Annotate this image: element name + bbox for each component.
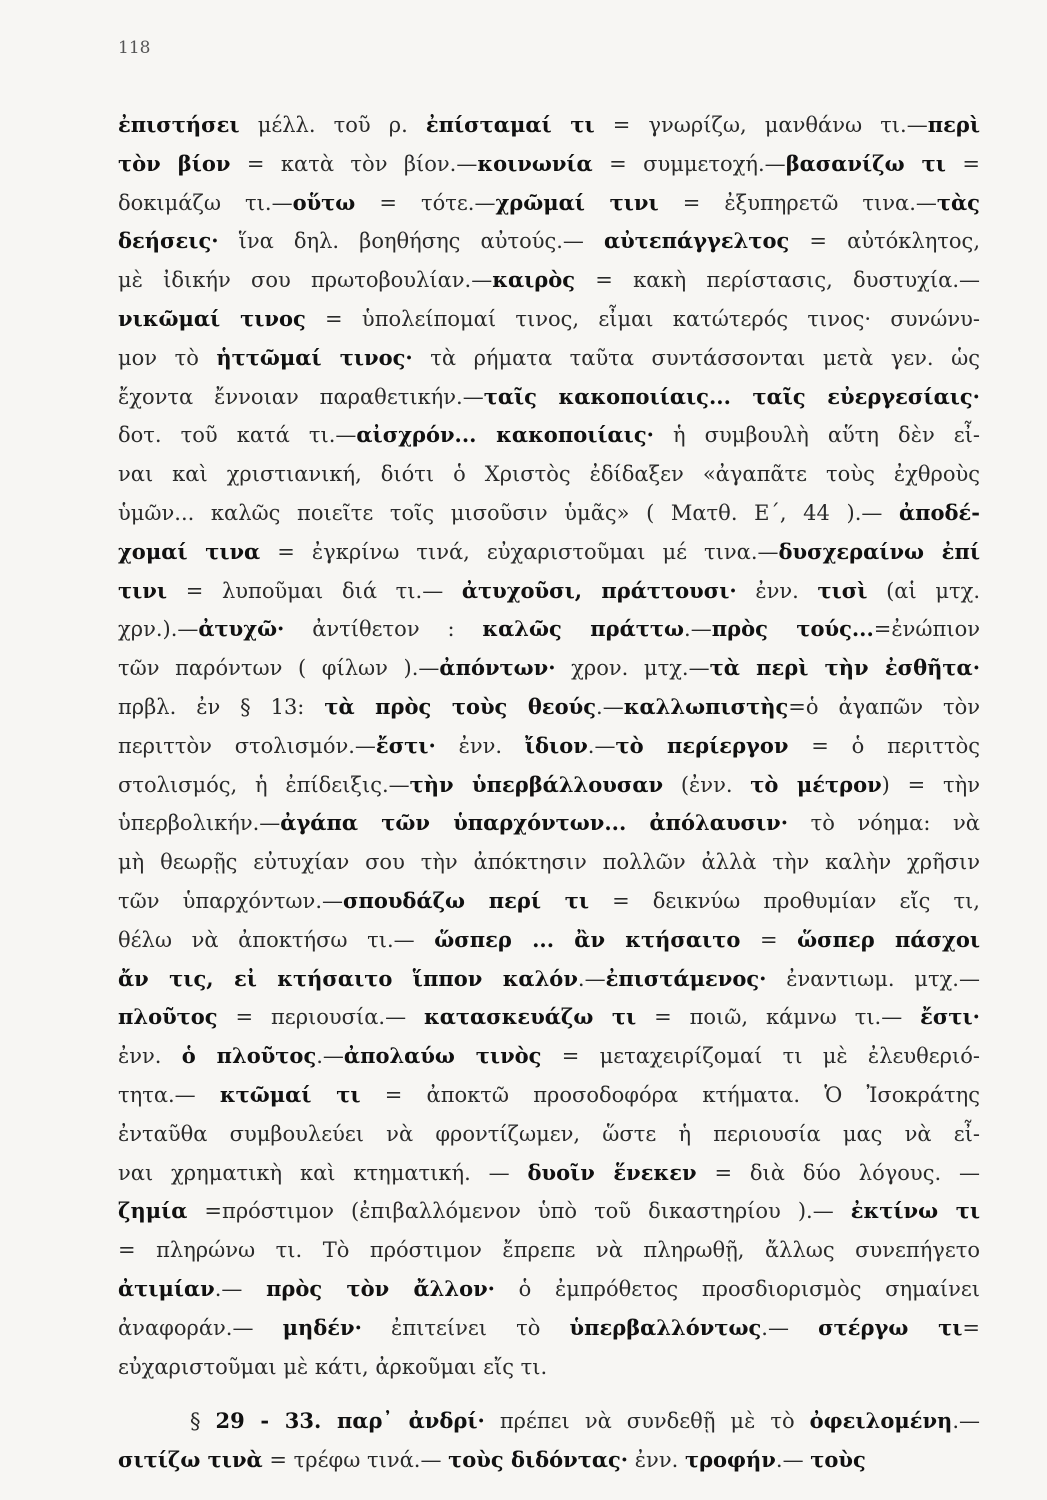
lemma-term: χομαί τινα — [118, 538, 261, 564]
lemma-term: μηδέν· — [282, 1314, 362, 1340]
text-line — [118, 145, 980, 184]
lemma-term: δεήσεις· — [118, 228, 219, 254]
lemma-term: ἴδιον — [524, 732, 588, 758]
gloss-text: = συμμετοχή.— — [592, 151, 786, 176]
lemma-term: καλῶς πράττω — [482, 616, 685, 642]
gloss-text: μὲ ἰδικήν σου πρωτοβουλίαν.— — [118, 268, 493, 293]
lemma-term: κτῶμαί τι — [219, 1081, 361, 1107]
gloss-text: = ἐξυπηρετῶ τινα.— — [658, 190, 937, 215]
text-line — [118, 455, 980, 494]
text-line — [118, 1037, 980, 1076]
lemma-term: αὐτεπάγγελτος — [604, 228, 790, 254]
gloss-text: = ὁ περιττὸς — [788, 733, 980, 758]
gloss-text: εὐχαριστοῦμαι μὲ κάτι, ἀρκοῦμαι εἴς τι. — [118, 1354, 548, 1379]
lemma-term: ἄν τις, εἰ κτήσαιτο ἵππον καλόν — [118, 965, 578, 991]
text-line — [118, 1154, 980, 1193]
lemma-term: ταῖς κακοποιίαις... ταῖς εὐεργεσίαις· — [483, 383, 980, 409]
lemma-term: ἀπόντων· — [439, 655, 556, 681]
gloss-text: ἔχοντα ἔννοιαν παραθετικήν.— — [118, 384, 484, 409]
text-line — [118, 1348, 980, 1387]
lemma-term: τὰ πρὸς τοὺς θεούς — [324, 693, 597, 719]
lemma-term: πλοῦτος — [118, 1004, 218, 1030]
lemma-term: ἀγάπα τῶν ὑπαρχόντων... ἀπόλαυσιν· — [280, 810, 789, 836]
text-line — [118, 1076, 980, 1115]
gloss-text: ἡ συμβουλὴ αὕτη δὲν εἶ- — [653, 423, 980, 448]
text-line — [118, 300, 980, 339]
lemma-term: οὕτω — [292, 189, 356, 215]
lemma-term: ἐπίσταμαί τι — [425, 112, 595, 137]
gloss-text: = λυποῦμαι διά τι.— — [167, 578, 462, 603]
gloss-text: = διὰ δύο λόγους. — — [696, 1160, 980, 1185]
gloss-text: ναι χρηματικὴ καὶ κτηματική. — — [118, 1160, 528, 1185]
gloss-text: .— — [761, 1315, 819, 1340]
text-line — [118, 960, 980, 999]
lemma-term: τὴν ὑπερβάλλουσαν — [409, 771, 664, 797]
gloss-text: .— — [775, 1448, 811, 1473]
text-line — [118, 688, 980, 727]
lemma-term: σιτίζω τινὰ — [118, 1447, 263, 1473]
gloss-text: = ποιῶ, κάμνω τι.— — [636, 1005, 921, 1030]
gloss-text: ἵνα δηλ. βοηθήσης αὐτούς.— — [218, 229, 605, 254]
gloss-text: = γνωρίζω, μανθάνω τι.— — [594, 113, 928, 137]
text-line — [118, 416, 980, 455]
lemma-term: ὀφειλομένη — [809, 1408, 953, 1434]
text-line — [118, 1309, 980, 1348]
text-line — [118, 106, 980, 145]
text-line — [118, 339, 980, 378]
lemma-term: ὁ πλοῦτος — [181, 1043, 317, 1069]
gloss-text: (αἱ μτχ. — [867, 578, 980, 603]
gloss-text: = — [962, 1315, 980, 1340]
gloss-text: ἐνν. — [118, 1044, 182, 1069]
lemma-term: τὰς — [936, 189, 980, 215]
lemma-term: ἀτυχῶ· — [198, 616, 285, 642]
paragraph-gap — [118, 1386, 980, 1402]
gloss-text: = τότε.— — [355, 190, 496, 215]
text-line — [118, 378, 980, 417]
gloss-text: περιττὸν στολισμόν.— — [118, 733, 376, 758]
text-line — [118, 649, 980, 688]
lemma-term: αἰσχρόν... κακοποιίαις· — [356, 422, 654, 448]
lemma-term: τὰ περὶ τὴν ἐσθῆτα· — [709, 655, 980, 681]
text-line — [118, 261, 980, 300]
gloss-text: § — [190, 1409, 216, 1434]
lemma-term: ζημία — [118, 1198, 188, 1224]
gloss-text: = κακὴ περίστασις, δυστυχία.— — [575, 268, 980, 293]
lemma-term: κατασκευάζω τι — [424, 1004, 637, 1030]
text-line — [118, 184, 980, 223]
text-line — [118, 1270, 980, 1309]
text-line — [118, 494, 980, 533]
lemma-term: ἔστι· — [375, 732, 436, 758]
gloss-text: τῶν παρόντων ( φίλων ).— — [118, 656, 440, 681]
gloss-text: = ἀποκτῶ προσοδοφόρα κτήματα. Ὁ Ἰσοκράτης — [360, 1082, 980, 1107]
gloss-text: = περιουσία.— — [217, 1005, 425, 1030]
gloss-text: ) = τὴν — [881, 772, 980, 797]
lemma-term: καιρὸς — [492, 267, 576, 293]
gloss-text: ἐνταῦθα συμβουλεύει νὰ φροντίζωμεν, ὥστε ἡ περιουσία μας νὰ εἶ- — [118, 1121, 980, 1146]
lemma-term: πρὸς τούς... — [711, 616, 874, 642]
gloss-text: μὴ θεωρῇς εὐτυχίαν σου τὴν ἀπόκτησιν πολλῶν ἀλλὰ τὴν καλὴν χρῆσιν — [118, 850, 980, 875]
lemma-term: δυοῖν ἕνεκεν — [527, 1159, 697, 1185]
text-line — [118, 804, 980, 843]
gloss-text: =ὁ ἀγαπῶν τὸν — [788, 694, 980, 719]
text-line — [118, 610, 980, 649]
gloss-text: ὑπερβολικήν.— — [118, 811, 281, 836]
lemma-term: ἀπολαύω τινὸς — [343, 1043, 542, 1069]
lemma-term: τισὶ — [817, 577, 868, 603]
text-line — [118, 533, 980, 572]
gloss-text: = — [740, 927, 798, 952]
gloss-text: = κατὰ τὸν βίον.— — [230, 151, 478, 176]
lemma-term: τὸ μέτρον — [750, 771, 882, 797]
gloss-text: ὑμῶν... καλῶς ποιεῖτε τοῖς μισοῦσιν ὑμᾶς» ( Ματθ. Ε΄, 44 ).— — [118, 500, 899, 525]
gloss-text: ναι καὶ χριστιανική, διότι ὁ Χριστὸς ἐδίδαξεν «ἀγαπᾶτε τοὺς ἐχθροὺς — [118, 462, 980, 487]
page-number: 118 — [118, 38, 151, 58]
gloss-text: θέλω νὰ ἀποκτήσω τι.— — [118, 927, 435, 952]
lemma-term: περὶ — [927, 112, 980, 137]
gloss-text: ἀντίθετον : — [284, 617, 483, 642]
gloss-text: ἐνν. — [435, 733, 525, 758]
gloss-text: τὰ ρήματα ταῦτα συντάσσονται μετὰ γεν. ὡς — [412, 345, 980, 370]
gloss-text: .— — [587, 733, 616, 758]
text-line — [118, 921, 980, 960]
lemma-term: ἐκτίνω τι — [850, 1198, 980, 1224]
gloss-text: χρον. μτχ.— — [555, 656, 710, 681]
text-line — [118, 998, 980, 1037]
gloss-text: = — [945, 151, 980, 176]
lemma-term: ἐπιστήσει — [118, 112, 240, 137]
gloss-text: χρν.).— — [118, 617, 199, 642]
gloss-text: = αὐτόκλητος, — [789, 229, 980, 254]
lemma-term: κοινωνία — [477, 150, 593, 176]
gloss-text: = τρέφω τινά.— — [262, 1448, 449, 1473]
gloss-text: = μεταχειρίζομαί τι μὲ ἐλευθεριό- — [541, 1044, 980, 1069]
gloss-text: ἐνν. — [736, 578, 818, 603]
text-line — [118, 1115, 980, 1154]
lemma-term: πρὸς τὸν ἄλλον· — [266, 1275, 495, 1301]
lemma-term: τὸ περίεργον — [615, 732, 789, 758]
gloss-text: .— — [577, 966, 606, 991]
gloss-text: .— — [684, 617, 712, 642]
gloss-text: τητα.— — [118, 1082, 220, 1107]
gloss-text: (ἐνν. — [663, 772, 751, 797]
text-line — [118, 1402, 980, 1441]
text-line — [118, 1441, 980, 1480]
text-line — [118, 222, 980, 261]
gloss-text: τῶν ὑπαρχόντων.— — [118, 888, 343, 913]
lemma-term: ἡττῶμαί τινος· — [216, 344, 413, 370]
gloss-text: ἐνν. — [628, 1448, 685, 1473]
lemma-term: ἀτυχοῦσι, πράττουσι· — [461, 577, 737, 603]
gloss-text: =πρόστιμον (ἐπιβαλλόμενον ὑπὸ τοῦ δικαστηρίου ).— — [187, 1199, 851, 1224]
lemma-term: καλλωπιστὴς — [623, 693, 789, 719]
gloss-text: πρέπει νὰ συνδεθῇ μὲ τὸ — [484, 1409, 810, 1434]
gloss-text: ἐναντιωμ. μτχ.— — [766, 966, 980, 991]
gloss-text: δοτ. τοῦ κατά τι.— — [118, 423, 357, 448]
text-line — [118, 882, 980, 921]
text-line — [118, 1192, 980, 1231]
text-line — [118, 843, 980, 882]
lemma-term: τινι — [118, 577, 168, 603]
lemma-term: σπουδάζω περί τι — [343, 887, 590, 913]
gloss-text: ὁ ἐμπρόθετος προσδιορισμὸς σημαίνει — [494, 1276, 980, 1301]
text-line — [118, 727, 980, 766]
gloss-text: = πληρώνω τι. Τὸ πρόστιμον ἔπρεπε νὰ πληρωθῇ, ἄλλως συνεπήγετο — [118, 1238, 980, 1263]
commentary-text — [118, 106, 980, 1480]
lemma-term: ὑπερβαλλόντως — [569, 1314, 762, 1340]
gloss-text: = ἐγκρίνω τινά, εὐχαριστοῦμαι μέ τινα.— — [260, 539, 779, 564]
lemma-term: τοὺς διδόντας· — [448, 1447, 629, 1473]
lemma-term: ἔστι· — [920, 1004, 980, 1030]
lemma-term: τὸν βίον — [118, 150, 231, 176]
lemma-term: νικῶμαί τινος — [118, 305, 306, 331]
gloss-text: .— — [952, 1409, 980, 1434]
gloss-text: μον τὸ — [118, 345, 217, 370]
gloss-text: δοκιμάζω τι.— — [118, 190, 293, 215]
lemma-term: στέργω τι — [818, 1314, 963, 1340]
lemma-term: ὥσπερ ... ἂν κτήσαιτο — [434, 926, 741, 952]
gloss-text: ἀναφοράν.— — [118, 1315, 283, 1340]
gloss-text: στολισμός, ἡ ἐπίδειξις.— — [118, 772, 410, 797]
text-line — [118, 766, 980, 805]
text-line — [118, 572, 980, 611]
lemma-term: δυσχεραίνω ἐπί — [778, 538, 980, 564]
gloss-text: = ὑπολείπομαί τινος, εἶμαι κατώτερός τινος· συνώνυ- — [305, 306, 980, 331]
gloss-text: πρβλ. ἐν § 13: — [118, 694, 325, 719]
lemma-term: 29 - 33. παρ᾽ ἀνδρί· — [215, 1408, 485, 1434]
lemma-term: τοὺς — [810, 1447, 866, 1473]
lemma-term: ὥσπερ πάσχοι — [797, 926, 980, 952]
gloss-text: = δεικνύω προθυμίαν εἴς τι, — [589, 888, 980, 913]
lemma-term: ἐπιστάμενος· — [605, 965, 767, 991]
lemma-term: τροφήν — [684, 1447, 776, 1473]
text-line — [118, 1231, 980, 1270]
gloss-text: ἐπιτείνει τὸ — [361, 1315, 570, 1340]
gloss-text: .— — [316, 1044, 344, 1069]
gloss-text: τὸ νόημα: νὰ — [788, 811, 980, 836]
gloss-text: .— — [596, 694, 624, 719]
lemma-term: χρῶμαί τινι — [495, 189, 659, 215]
lemma-term: βασανίζω τι — [785, 150, 946, 176]
gloss-text: μέλλ. τοῦ ρ. — [239, 113, 426, 137]
lemma-term: ἀτιμίαν — [118, 1275, 215, 1301]
lemma-term: ἀποδέ- — [898, 499, 980, 525]
gloss-text: =ἐνώπιον — [873, 617, 980, 642]
gloss-text: .— — [214, 1276, 267, 1301]
